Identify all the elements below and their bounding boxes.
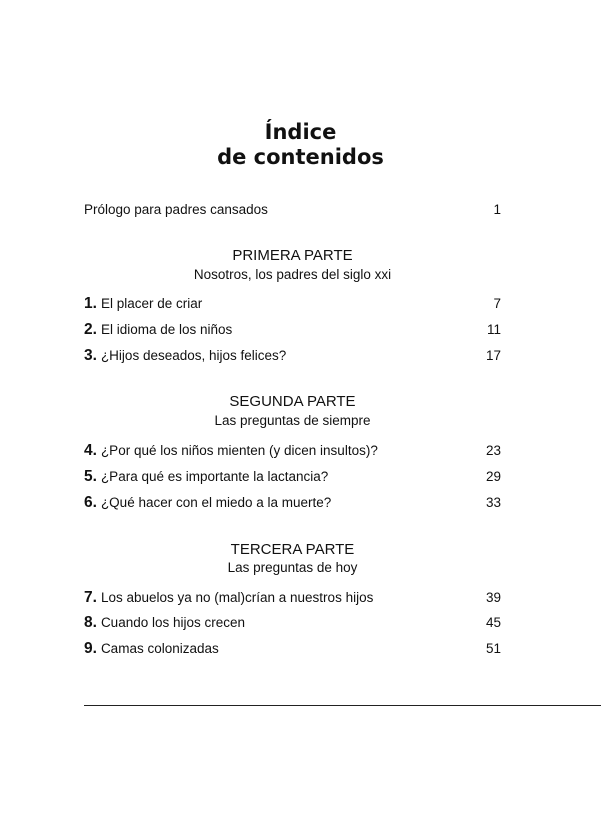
chapter-number: 7. (84, 589, 97, 606)
chapter-number: 5. (84, 468, 97, 485)
part-subtitle: Las preguntas de siempre (214, 413, 371, 428)
toc-entry (84, 294, 501, 314)
toc-entry-prologue (84, 200, 501, 220)
chapter-number: 1. (84, 295, 97, 312)
part-heading: TERCERA PARTE (230, 541, 355, 558)
part-heading: SEGUNDA PARTE (229, 393, 356, 410)
chapter-title: Cuando los hijos crecen (100, 615, 246, 630)
toc-entry-page: 1 (493, 202, 501, 217)
toc-entry-text: Prólogo para padres cansados (84, 202, 268, 217)
toc-entry-page: 11 (486, 322, 501, 337)
toc-entry (84, 467, 501, 487)
toc-entry-page: 29 (485, 469, 501, 484)
toc-entry (84, 588, 501, 608)
title-line-1: Índice (264, 120, 337, 144)
toc-entry-page: 39 (485, 590, 501, 605)
chapter-title: ¿Para qué es importante la lactancia? (100, 469, 329, 484)
page-title (0, 120, 601, 170)
part-heading: PRIMERA PARTE (232, 247, 353, 264)
toc-entry (84, 493, 501, 513)
toc-entry-page: 17 (485, 348, 501, 363)
toc-entry-page: 23 (485, 443, 501, 458)
part-subtitle: Las preguntas de hoy (227, 560, 358, 575)
toc-entry-page: 7 (493, 296, 501, 311)
chapter-title: ¿Hijos deseados, hijos felices? (100, 348, 287, 363)
title-line-2: de contenidos (217, 145, 384, 169)
part-subtitle: Nosotros, los padres del siglo xxi (193, 267, 392, 282)
horizontal-rule (84, 705, 601, 706)
toc-entry (84, 441, 501, 461)
chapter-number: 4. (84, 442, 97, 459)
chapter-number: 8. (84, 614, 97, 631)
chapter-title: ¿Qué hacer con el miedo a la muerte? (100, 495, 332, 510)
toc-entry-page: 33 (485, 495, 501, 510)
toc-entry (84, 346, 501, 366)
toc-entry-page: 51 (485, 641, 501, 656)
toc-entry (84, 613, 501, 633)
toc-entry (84, 639, 501, 659)
chapter-number: 3. (84, 347, 97, 364)
chapter-number: 2. (84, 321, 97, 338)
chapter-title: Los abuelos ya no (mal)crían a nuestros hijos (100, 590, 374, 605)
chapter-number: 9. (84, 640, 97, 657)
chapter-title: Camas colonizadas (100, 641, 219, 656)
toc-entry (84, 320, 501, 340)
toc-entry-page: 45 (485, 615, 501, 630)
chapter-number: 6. (84, 494, 97, 511)
chapter-title: El placer de criar (100, 296, 203, 311)
chapter-title: El idioma de los niños (100, 322, 233, 337)
chapter-title: ¿Por qué los niños mienten (y dicen insultos)? (100, 443, 378, 458)
